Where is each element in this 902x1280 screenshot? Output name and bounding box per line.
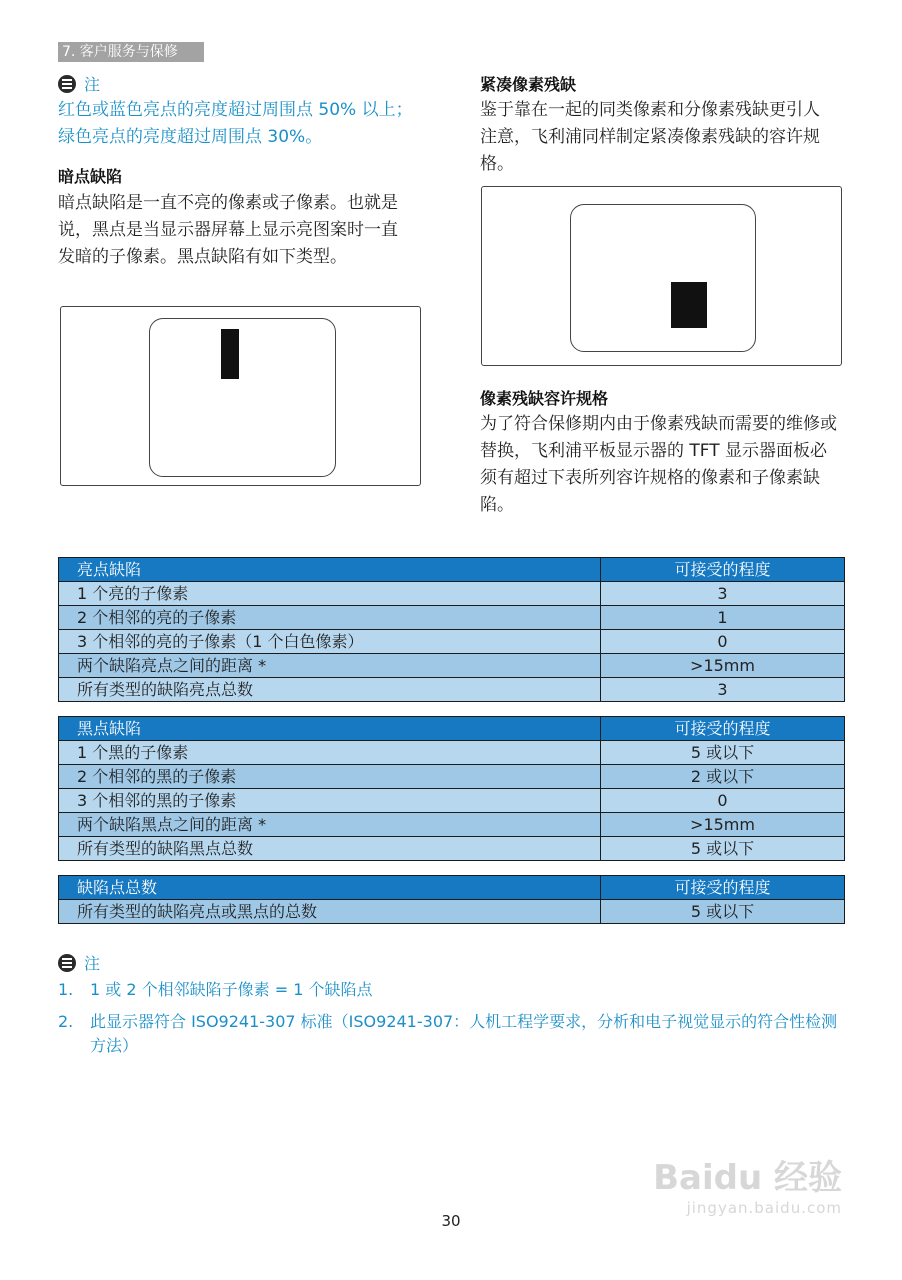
table-row — [59, 765, 845, 789]
proximity-title: 紧凑像素残缺 — [480, 75, 577, 94]
section-tag: 7. 客户服务与保修 — [58, 42, 204, 62]
page-number: 30 — [441, 1212, 461, 1230]
list-number: 1. — [58, 980, 74, 999]
screen-outline — [570, 204, 756, 352]
table-cell: 5 或以下 — [601, 900, 845, 924]
list-number: 2. — [58, 1012, 74, 1031]
proximity-text: 鉴于靠在一起的同类像素和分像素残缺更引人注意，飞利浦同样制定紧凑像素残缺的容许规格。 — [480, 100, 820, 174]
table-header-row — [59, 717, 845, 741]
table-cell: 两个缺陷亮点之间的距离 * — [59, 654, 601, 678]
table-header-cell: 亮点缺陷 — [59, 558, 601, 582]
watermark-url: jingyan.baidu.com — [686, 1199, 842, 1217]
table-header-row — [59, 558, 845, 582]
table-header-row — [59, 876, 845, 900]
total-defect-table — [58, 875, 845, 924]
table-header-cell: 可接受的程度 — [601, 558, 845, 582]
table-row — [59, 900, 845, 924]
table-cell: 两个缺陷黑点之间的距离 * — [59, 813, 601, 837]
dark-dot-text: 暗点缺陷是一直不亮的像素或子像素。也就是说，黑点是当显示器屏幕上显示亮图案时一直发暗的子像素。黑点缺陷有如下类型。 — [58, 193, 398, 267]
spec-table — [58, 875, 845, 924]
table-row — [59, 630, 845, 654]
table-cell: 1 个亮的子像素 — [59, 582, 601, 606]
note-text: 红色或蓝色亮点的亮度超过周围点 50% 以上；绿色亮点的亮度超过周围点 30%。 — [58, 100, 413, 147]
table-cell: 1 个黑的子像素 — [59, 741, 601, 765]
table-cell: 2 或以下 — [601, 765, 845, 789]
table-cell: 5 或以下 — [601, 837, 845, 861]
dark-dot-title: 暗点缺陷 — [58, 167, 123, 186]
table-row — [59, 741, 845, 765]
table-row — [59, 606, 845, 630]
list-item — [58, 978, 838, 1002]
note-icon — [58, 75, 76, 93]
spec-table — [58, 557, 845, 702]
bottom-note-list — [58, 978, 838, 1058]
table-cell: >15mm — [601, 813, 845, 837]
list-text: 1 或 2 个相邻缺陷子像素 = 1 个缺陷点 — [90, 980, 373, 999]
table-cell: 所有类型的缺陷亮点或黑点的总数 — [59, 900, 601, 924]
table-row — [59, 813, 845, 837]
table-header-cell: 缺陷点总数 — [59, 876, 601, 900]
table-header-cell: 黑点缺陷 — [59, 717, 601, 741]
table-row — [59, 654, 845, 678]
table-row — [59, 837, 845, 861]
table-cell: 2 个相邻的黑的子像素 — [59, 765, 601, 789]
note-label: 注 — [84, 75, 101, 94]
table-row — [59, 582, 845, 606]
watermark-brand: Baidu 经验 — [653, 1158, 842, 1198]
black-dot-table — [58, 716, 845, 861]
list-text: 此显示器符合 ISO9241-307 标准（ISO9241-307：人机工程学要求，分析和电子视觉显示的符合性检测方法） — [90, 1012, 838, 1055]
spec-table — [58, 716, 845, 861]
table-cell: 3 个相邻的亮的子像素（1 个白色像素） — [59, 630, 601, 654]
table-cell: 所有类型的缺陷黑点总数 — [59, 837, 601, 861]
note-label: 注 — [84, 954, 101, 973]
proximity-dark-pixels — [671, 282, 707, 328]
table-cell: 所有类型的缺陷亮点总数 — [59, 678, 601, 702]
table-cell: 3 个相邻的黑的子像素 — [59, 789, 601, 813]
table-cell: 0 — [601, 789, 845, 813]
note-header — [58, 72, 100, 95]
table-cell: >15mm — [601, 654, 845, 678]
proximity-illustration — [481, 186, 842, 366]
table-row — [59, 789, 845, 813]
table-cell: 1 — [601, 606, 845, 630]
tolerance-title: 像素残缺容许规格 — [480, 389, 609, 408]
note-icon — [58, 954, 76, 972]
tolerance-text: 为了符合保修期内由于像素残缺而需要的维修或替换，飞利浦平板显示器的 TFT 显示器面板必须有超过下表所列容许规格的像素和子像素缺陷。 — [480, 414, 837, 515]
list-item — [58, 1010, 838, 1058]
table-header-cell: 可接受的程度 — [601, 876, 845, 900]
watermark — [653, 1150, 842, 1217]
table-cell: 3 — [601, 582, 845, 606]
bright-dot-table — [58, 557, 845, 702]
table-cell: 3 — [601, 678, 845, 702]
dark-dot-illustration — [60, 306, 421, 486]
table-cell: 0 — [601, 630, 845, 654]
bottom-note-header — [58, 951, 100, 974]
table-header-cell: 可接受的程度 — [601, 717, 845, 741]
table-cell: 5 或以下 — [601, 741, 845, 765]
screen-outline — [149, 318, 336, 477]
table-row — [59, 678, 845, 702]
table-cell: 2 个相邻的亮的子像素 — [59, 606, 601, 630]
dark-subpixel — [221, 329, 239, 379]
